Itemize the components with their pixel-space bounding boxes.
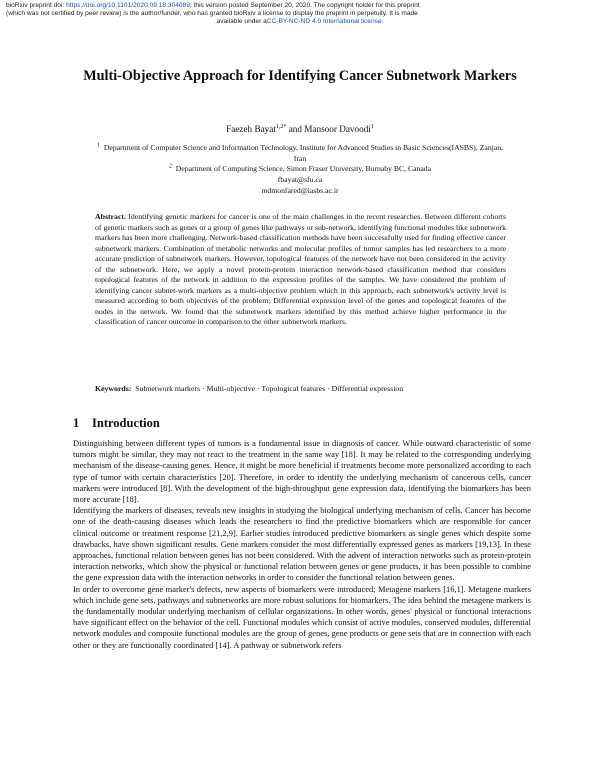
keywords-label: Keywords: [95,384,132,393]
banner-license-suffix: . [381,18,384,25]
author-1-affil: 1,2* [275,123,287,130]
affiliation-1 [90,143,510,164]
author-1: Faezeh Bayat [226,124,276,134]
license-link[interactable]: CC-BY-NC-ND 4.0 International license [266,18,382,25]
affiliation-2 [90,164,510,175]
affiliation-2-text: Department of Computing Science, Simon Fraser University, Burnaby BC, Canada [175,164,432,173]
author-2: Mansoor Davoodi [304,124,371,134]
author-separator: and [286,124,305,134]
abstract [95,212,506,328]
abstract-text: Identifying genetic markers for cancer is one of the main challenges in the recent researches. Between different cohorts of genetic markers such as genes or a group of genes like pathways or sub-network, identifying functional modules like subnetwork markers has been more challenging. Network-based classification methods have been successfully used for finding effective cancer subnetwork markers. Combination of metabolic networks and molecular profiles of tumor samples has led researchers to a more accurate prediction of subnetwork markers. However, topological features of the network have not been considered in the activity of the subnetwork. Here, we apply a novel protein-protein interaction network-based classification method that considers topological features of the network in addition to the expression profiles of the samples. We have considered the problem of identifying cancer subnet-work markers as a multi-objective problem which in this approach, each subnetwork's activity level is measured according to both objectives of the problem; Differential expression level of the genes and topological features of the nodes in the network. We found that the subnetwork markers identified by this method achieve higher performance in the classification of cancer outcome in comparison to the other subnetwork markers. [95,212,507,327]
banner-license-prefix: available under a [216,18,267,25]
paragraph: Distinguishing between different types of tumors is a fundamental issue in diagnosis of cancer. While outward characteristic of some tumors might be similar, they may not react to the treatment in the same way [18]. It may be related to the corresponding underlying mechanism of the disease-causing genes. Hence, it might be more beneficial if treatments become more personalized according to each type of tumor with certain characteristics [20]. Therefore, in order to identify the underlying mechanism of cancerous cells, cancer markers were introduced [8]. With the development of the high-throughput gene expression data, identifying the biomarkers has been more accurate [18]. [73,438,531,505]
keywords-text: Subnetwork markers · Multi-objective · Topological features · Differential expression [135,384,404,393]
affiliation-1-mark: 1 [97,142,101,149]
section-number: 1 [73,416,80,430]
doi-link[interactable]: https://doi.org/10.1101/2020.09.18.304089 [66,2,190,9]
author-list [0,124,600,134]
banner-line-1 [6,2,596,10]
email-1: fbayat@sfu.ca [277,175,323,184]
abstract-label: Abstract. [95,212,126,221]
affiliation-1-text: Department of Computer Science and Information Technology, Institute for Advanced Studies in Basic Sciences(IASBS), Zanjan, Iran [103,143,503,163]
section-heading [73,416,160,431]
paragraph: Identifying the markers of diseases, reveals new insights in studying the biological underlying mechanism of cells. Cancer has become one of the death-causing diseases which leads the researchers to find the predictive biomarkers which are responsible for cancer clinical outcome or treatment response [21,2,9]. Earlier studies introduced predictive biomarkers as single genes which despite some drawbacks, have shown significant results. Gene markers consider the most differentially expressed genes as markers [19,13]. In these approaches, functional relation between genes has not been considered. With the advent of interaction networks such as protein-protein interaction networks, which show the physical or functional relation between genes or gene products, it has been possible to combine the gene expression data with the interaction networks in order to consider the functional relation between genes. [73,505,531,583]
banner-line-2: (which was not certified by peer review) is the author/funder, who has granted bioRxiv a license to display the preprint in perpetuity. It is made [6,10,418,17]
banner-line-3 [0,18,600,26]
paragraph: In order to overcome gene marker's defects, new aspects of biomarkers were introduced; Metagene markers [16,1]. Metagene markers which include gene sets, pathways and subnetworks are more robust solutions for biomarkers. The idea behind the metagene markers is the fundamentally modular underlying mechanism of cellular organizations. In other words, genes' physical or functional interactions have significant effect on the behavior of the cell. Functional modules which consist of active modules, conserved modules, differential network modules and composite functional modules are the group of genes, gene products or gene sets that are in connection with each other or they are functionally coordinated [14]. A pathway or subnetwork refers [73,583,531,650]
affiliation-2-mark: 2 [168,163,172,170]
author-2-affil: 1 [370,123,374,130]
banner-doi-suffix: ; this version posted September 20, 2020. The copyright holder for this preprint [189,2,420,9]
section-title: Introduction [92,416,160,430]
paper-title: Multi-Objective Approach for Identifying Cancer Subnetwork Markers [83,68,517,84]
banner-doi-prefix: bioRxiv preprint doi: [6,2,67,9]
body-text [73,438,531,651]
email-2: mdmonfared@iasbs.ac.ir [261,186,339,195]
keywords [95,384,515,393]
